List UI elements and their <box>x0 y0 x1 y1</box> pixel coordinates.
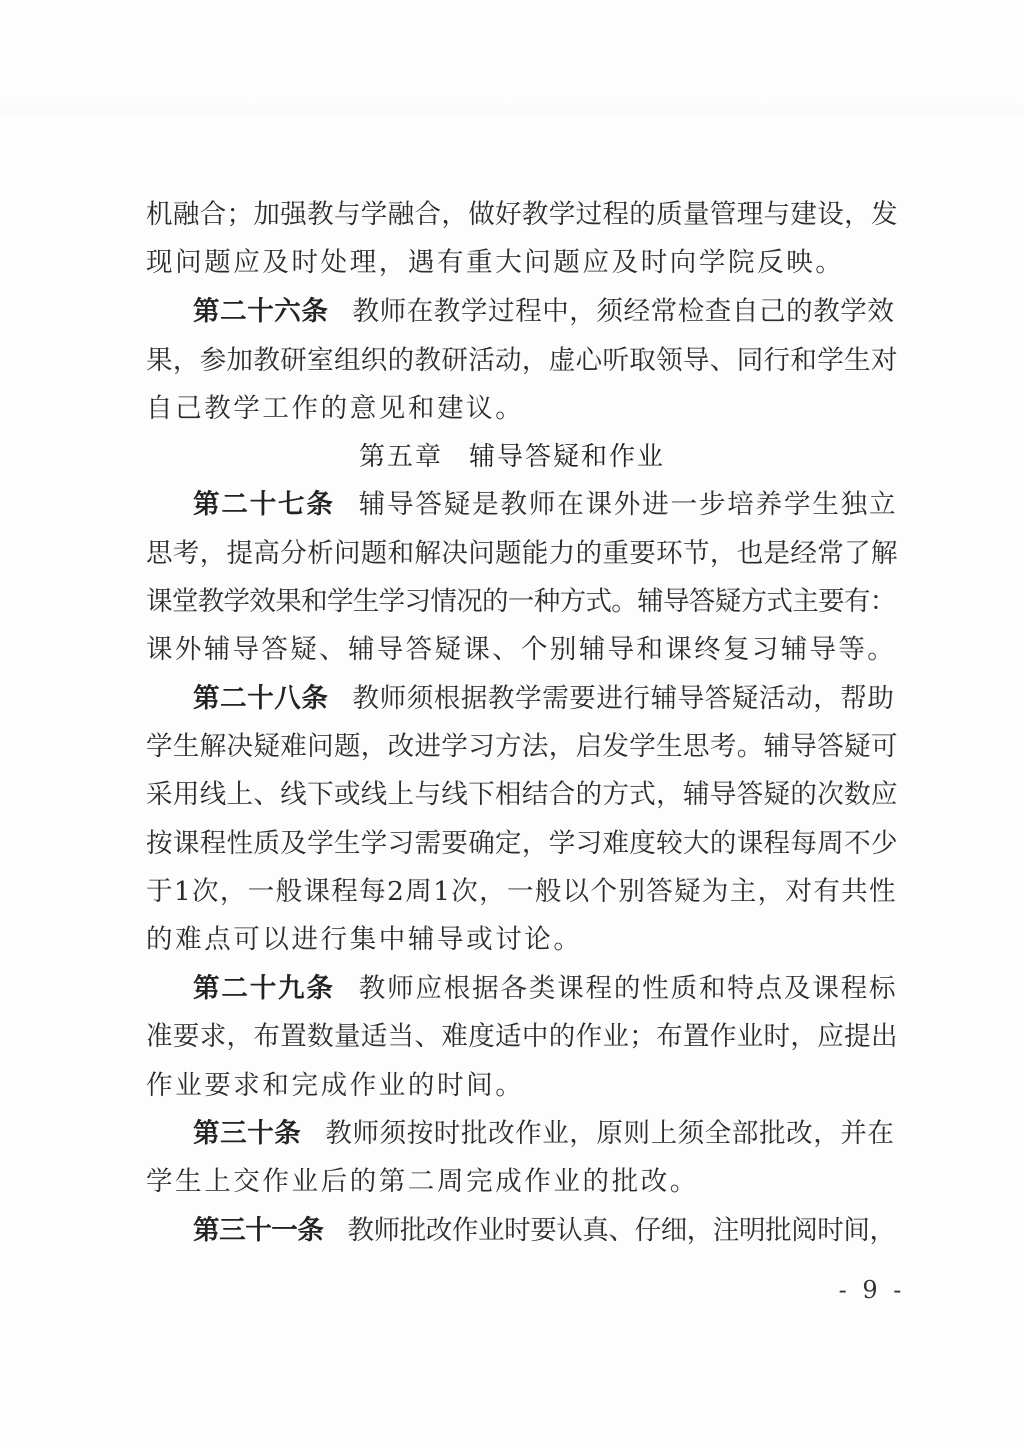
scan-artifact-band <box>0 100 1024 118</box>
article-30-first-line <box>193 1114 898 1154</box>
paragraph-text: 辅导答疑是教师在课外进一步培养学生独立 <box>358 489 898 520</box>
chapter-title: 辅导答疑和作业 <box>469 442 666 472</box>
paragraph-text: 教师须按时批改作业，原则上须全部批改，并在 <box>325 1118 895 1149</box>
paragraph-line: 思考，提高分析问题和解决问题能力的重要环节，也是经常了解 <box>146 538 898 569</box>
paragraph-line: 果，参加教研室组织的教研活动，虚心听取领导、同行和学生对 <box>146 345 898 376</box>
paragraph-text: 教师须根据教学需要进行辅导答疑活动，帮助 <box>352 683 895 714</box>
paragraph-text: 教师批改作业时要认真、仔细，注明批阅时间， <box>347 1215 896 1246</box>
paragraph-line: 按课程性质及学生学习需要确定，学习难度较大的课程每周不少 <box>146 828 898 859</box>
article-27-first-line <box>193 485 898 525</box>
paragraph-line: 课堂教学效果和学生学习情况的一种方式。辅导答疑方式主要有： <box>146 586 896 617</box>
paragraph-line: 学生上交作业后的第二周完成作业的批改。 <box>146 1166 699 1197</box>
paragraph-line: 准要求，布置数量适当、难度适中的作业；布置作业时，应提出 <box>146 1021 898 1052</box>
paragraph-line: 于1次，一般课程每2周1次，一般以个别答疑为主，对有共性 <box>146 876 897 907</box>
article-29-first-line <box>193 969 898 1009</box>
paragraph-line: 的难点可以进行集中辅导或讨论。 <box>146 924 583 955</box>
paragraph-line: 采用线上、线下或线上与线下相结合的方式，辅导答疑的次数应 <box>146 779 898 810</box>
article-28-title: 第二十八条 <box>193 683 329 714</box>
chapter-heading <box>0 437 1024 477</box>
paragraph-text: 教师在教学过程中，须经常检查自己的教学效 <box>352 296 895 327</box>
paragraph-line: 现问题应及时处理，遇有重大问题应及时向学院反映。 <box>146 247 845 278</box>
paragraph-line: 机融合；加强教与学融合，做好教学过程的质量管理与建设，发 <box>146 199 898 230</box>
article-28-first-line <box>193 679 898 719</box>
paragraph-line: 课外辅导答疑、辅导答疑课、个别辅导和课终复习辅导等。 <box>146 634 897 665</box>
article-30-title: 第三十条 <box>193 1118 302 1149</box>
article-31-title: 第三十一条 <box>193 1215 324 1246</box>
paragraph-text: 教师应根据各类课程的性质和特点及课程标 <box>358 973 898 1004</box>
article-26-first-line <box>193 292 898 332</box>
paragraph-line: 作业要求和完成作业的时间。 <box>146 1070 525 1101</box>
article-29-title: 第二十九条 <box>193 973 335 1004</box>
article-26-title: 第二十六条 <box>193 296 329 327</box>
chapter-number: 第五章 <box>358 442 443 472</box>
article-31-first-line <box>193 1211 898 1251</box>
paragraph-line: 自己教学工作的意见和建议。 <box>146 393 525 424</box>
article-27-title: 第二十七条 <box>193 489 335 520</box>
paragraph-line: 学生解决疑难问题，改进学习方法，启发学生思考。辅导答疑可 <box>146 731 898 762</box>
page-number: - 9 - <box>838 1276 906 1304</box>
